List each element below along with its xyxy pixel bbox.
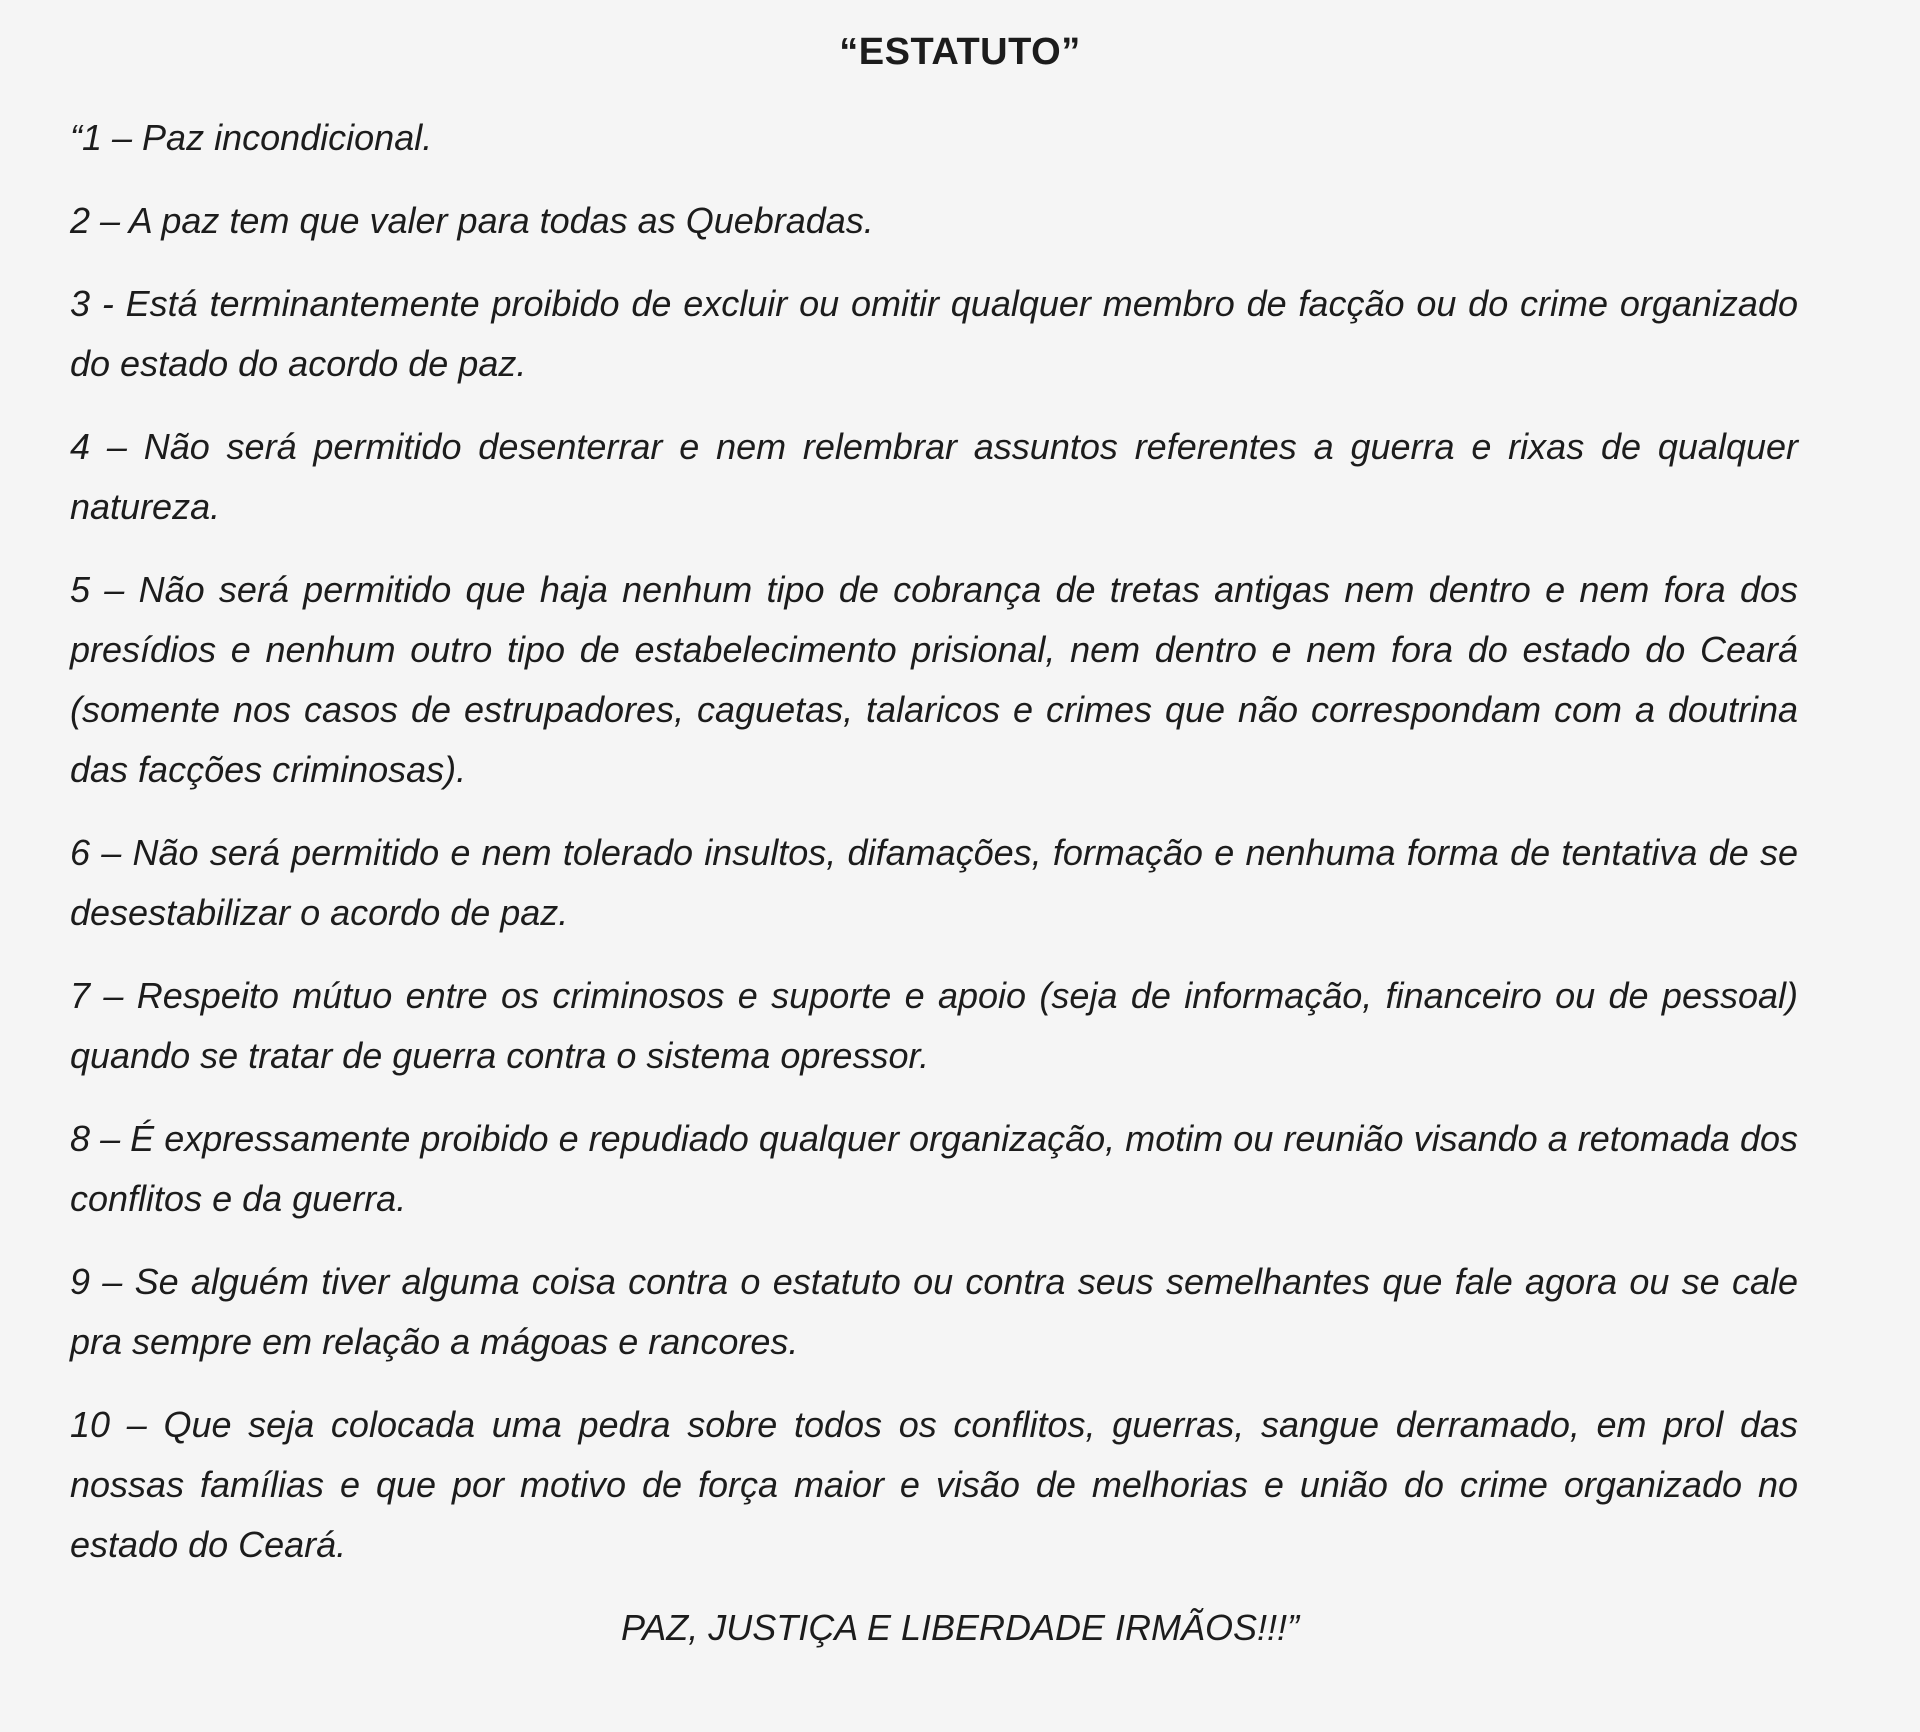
clause-list [70, 108, 1798, 1598]
clause-2: 2 – A paz tem que valer para todas as Quebradas. [70, 200, 874, 241]
closing-motto: PAZ, JUSTIÇA E LIBERDADE IRMÃOS!!!” [620, 1607, 1300, 1648]
clause-3: 3 - Está terminantemente proibido de excluir ou omitir qualquer membro de facção ou do crime organizado do estado do acordo de paz. [70, 283, 1798, 384]
document-title: “ESTATUTO” [839, 31, 1081, 73]
clause-5: 5 – Não será permitido que haja nenhum tipo de cobrança de tretas antigas nem dentro e nem fora dos presídios e nenhum outro tipo de estabelecimento prisional, nem dentro e nem fora do estado do Ceará (somente nos casos de estrupadores, caguetas, talaricos e crimes que não correspondam com a doutrina das facções criminosas). [70, 569, 1798, 790]
clause-8: 8 – É expressamente proibido e repudiado qualquer organização, motim ou reunião visando a retomada dos conflitos e da guerra. [70, 1118, 1798, 1219]
clause-4: 4 – Não será permitido desenterrar e nem relembrar assuntos referentes a guerra e rixas de qualquer natureza. [70, 426, 1798, 527]
clause-9: 9 – Se alguém tiver alguma coisa contra o estatuto ou contra seus semelhantes que fale agora ou se cale pra sempre em relação a mágoas e rancores. [70, 1261, 1798, 1362]
clause-1: “1 – Paz incondicional. [70, 117, 433, 158]
clause-10: 10 – Que seja colocada uma pedra sobre todos os conflitos, guerras, sangue derramado, em prol das nossas famílias e que por motivo de força maior e visão de melhorias e união do crime organizado no estado do Ceará. [70, 1404, 1798, 1565]
clause-6: 6 – Não será permitido e nem tolerado insultos, difamações, formação e nenhuma forma de tentativa de se desestabilizar o acordo de paz. [70, 832, 1798, 933]
clause-7: 7 – Respeito mútuo entre os criminosos e suporte e apoio (seja de informação, financeiro ou de pessoal) quando se tratar de guerra contra o sistema opressor. [70, 975, 1798, 1076]
